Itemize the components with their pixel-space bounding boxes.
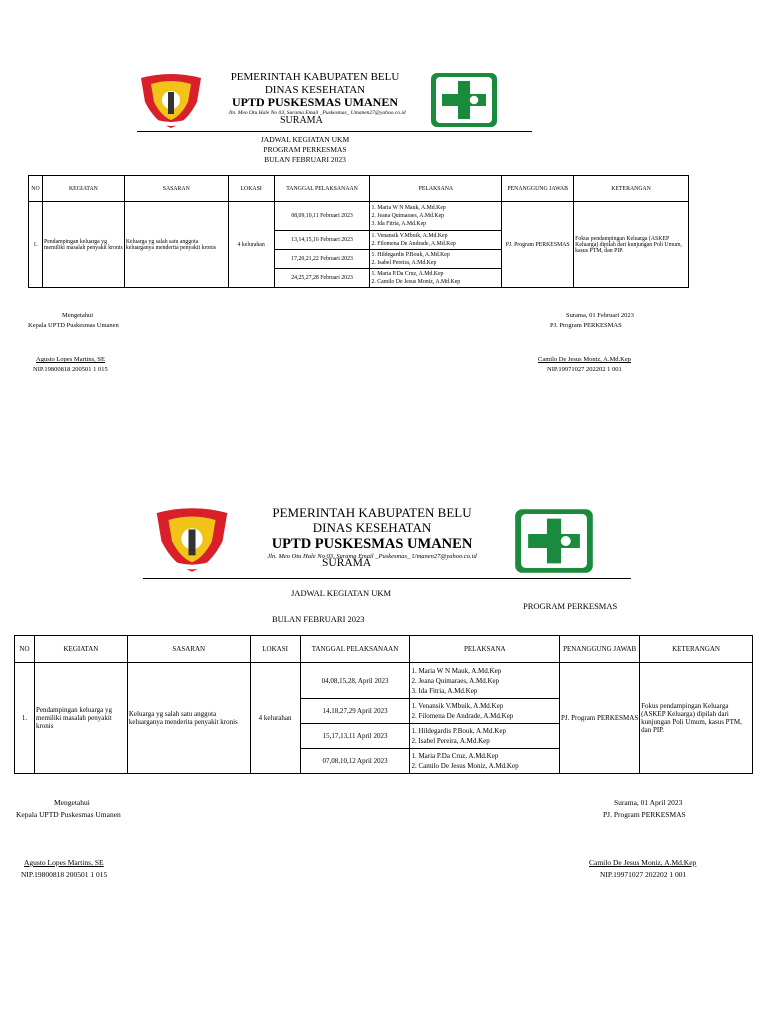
sign-left-label2: Kepala UPTD Puskesmas Umanen [16, 810, 121, 819]
sign-right-label1: Surama, 01 Februari 2023 [566, 312, 634, 319]
schedule-title [230, 135, 380, 165]
belu-emblem-icon [137, 72, 205, 130]
pelaksana-name: 2. Isabel Pereira, A.Md.Kep [411, 737, 490, 745]
letterhead-city: SURAMA [322, 557, 372, 569]
col-header-lokasi: LOKASI [228, 176, 274, 202]
sign-left-nip: NIP.19800818 200501 1 015 [21, 870, 108, 879]
col-header-no: NO [15, 636, 35, 663]
cell-sasaran: Keluarga yg salah satu anggota keluarganya menderita penyakit kronis [124, 202, 228, 288]
cell-no: 1. [29, 202, 43, 288]
letterhead-address: Jln. Meo Otu Hale No 03, Surama Email _Puskesmas_ Umanen27@yahoo.co.id [267, 552, 477, 560]
col-header-pelaksana: PELAKSANA [370, 176, 502, 202]
cell-pelaksana-2 [410, 699, 560, 724]
table-row [15, 663, 753, 699]
letterhead [238, 506, 506, 560]
puskesmas-cross-icon [430, 72, 498, 128]
cell-date-2: 14,18,27,29 April 2023 [300, 699, 410, 724]
sign-left-name: Agusto Lopes Martins, SE [36, 356, 105, 363]
cell-kegiatan: Pendampingan keluarga yg memiliki masalah penyakit kronis [34, 663, 127, 774]
title-line-2: PROGRAM PERKESMAS [263, 145, 347, 154]
cell-pelaksana-1 [370, 202, 502, 231]
table-row [29, 202, 689, 231]
sign-right-label2: PJ. Program PERKESMAS [550, 322, 622, 329]
cell-date-1: 04,08,15,28, April 2023 [300, 663, 410, 699]
letterhead-line1: PEMERINTAH KABUPATEN BELU [272, 505, 472, 520]
col-header-pelaksana: PELAKSANA [410, 636, 560, 663]
col-header-keterangan: KETERANGAN [574, 176, 689, 202]
col-header-sasaran: SASARAN [127, 636, 250, 663]
cell-date-4: 07,08,10,12 April 2023 [300, 749, 410, 774]
puskesmas-cross-icon [514, 506, 594, 576]
title-line-1: JADWAL KEGIATAN UKM [260, 135, 350, 144]
pelaksana-name: 1. Maria W N Mauk, A.Md.Kep [411, 666, 502, 675]
pelaksana-name: 2. Jeana Quimaraes, A.Md.Kep [411, 676, 500, 685]
pelaksana-name: 2. Isabel Pereira, A.Md.Kep [371, 260, 437, 266]
cell-date-3: 17,20,21,22 Februari 2023 [274, 250, 370, 269]
pelaksana-name: 2. Camilo De Jesus Moniz, A.Md.Kep [411, 762, 519, 770]
cell-lokasi: 4 kelurahan [228, 202, 274, 288]
title-line-1: JADWAL KEGIATAN UKM [291, 588, 392, 598]
sign-left-label1: Mengetahui [54, 798, 90, 807]
sign-right-nip: NIP.19971027 202202 1 001 [600, 870, 687, 879]
letterhead-line3: UPTD PUSKESMAS UMANEN [231, 95, 398, 110]
cell-kegiatan: Pendampingan keluarga yg memiliki masalah penyakit kronis [42, 202, 124, 288]
pelaksana-name: 1. Venansik V.Mbuik, A.Md.Kep [371, 233, 448, 239]
cell-pelaksana-3 [370, 250, 502, 269]
cell-pelaksana-4 [370, 269, 502, 288]
cell-date-1: 08,09,10,11 Februari 2023 [274, 202, 370, 231]
letterhead [205, 71, 425, 116]
cell-penanggung-jawab: PJ. Program PERKESMAS [560, 663, 640, 774]
letterhead-address: Jln. Meo Otu Hale No 03, Surama Email _Puskesmas_ Umanen27@yahoo.co.id [228, 110, 406, 117]
col-header-penanggung-jawab: PENANGGUNG JAWAB [560, 636, 640, 663]
cell-pelaksana-3 [410, 724, 560, 749]
cell-keterangan: Fokus pendampingan Keluarga (ASKEP Keluarga) dipilah dari kunjungan Poli Umum, kasus PTM, dan PIP. [640, 663, 753, 774]
pelaksana-name: 1. Maria P.Da Cruz, A.Md.Kep [411, 752, 499, 760]
pelaksana-name: 1. Venansik V.Mbuik, A.Md.Kep [411, 702, 504, 710]
pelaksana-name: 3. Ida Fitria, A.Md.Kep [411, 686, 478, 695]
pelaksana-name: 3. Ida Fitria, A.Md.Kep [371, 221, 427, 227]
pelaksana-name: 1. Maria P.Da Cruz, A.Md.Kep [371, 271, 444, 277]
pelaksana-name: 1. Hildegardis P.Bouk, A.Md.Kep [371, 252, 450, 258]
title-line-3: BULAN FEBRUARI 2023 [264, 155, 346, 164]
col-header-sasaran: SASARAN [124, 176, 228, 202]
col-header-kegiatan: KEGIATAN [34, 636, 127, 663]
cell-lokasi: 4 kelurahan [250, 663, 300, 774]
sign-right-name: Camilo De Jesus Moniz, A.Md.Kep [538, 356, 631, 363]
cell-pelaksana-1 [410, 663, 560, 699]
pelaksana-name: 1. Hildegardis P.Bouk, A.Md.Kep [411, 727, 506, 735]
col-header-kegiatan: KEGIATAN [42, 176, 124, 202]
cell-penanggung-jawab: PJ. Program PERKESMAS [502, 202, 574, 288]
cell-pelaksana-4 [410, 749, 560, 774]
col-header-tanggal: TANGGAL PELAKSANAAN [300, 636, 410, 663]
pelaksana-name: 2. Filomena De Andrade, A.Md.Kep [371, 241, 456, 247]
letterhead-city: SURAMA [280, 115, 323, 126]
belu-emblem-icon [152, 505, 232, 575]
sign-left-name: Agusto Lopes Martins, SE [24, 858, 104, 867]
cell-date-2: 13,14,15,16 Februari 2023 [274, 231, 370, 250]
letterhead-rule [137, 131, 532, 132]
cell-date-4: 24,25,27,28 Februari 2023 [274, 269, 370, 288]
sign-right-name: Camilo De Jesus Moniz, A.Md.Kep [589, 858, 697, 867]
letterhead-line2: DINAS KESEHATAN [264, 83, 366, 96]
col-header-penanggung-jawab: PENANGGUNG JAWAB [502, 176, 574, 202]
col-header-lokasi: LOKASI [250, 636, 300, 663]
letterhead-line3: UPTD PUSKESMAS UMANEN [271, 535, 473, 552]
sign-right-nip: NIP.19971027 202202 1 001 [547, 366, 622, 373]
letterhead-line2: DINAS KESEHATAN [312, 519, 432, 535]
col-header-keterangan: KETERANGAN [640, 636, 753, 663]
title-line-2: PROGRAM PERKESMAS [523, 601, 618, 611]
schedule-table [28, 175, 689, 288]
sign-right-label2: PJ. Program PERKESMAS [603, 810, 686, 819]
pelaksana-name: 1. Maria W N Mauk, A.Md.Kep [371, 205, 446, 211]
sign-right-label1: Surama, 01 April 2023 [614, 798, 683, 807]
sign-left-nip: NIP.19800818 200501 1 015 [33, 366, 108, 373]
pelaksana-name: 2. Jeana Quimaraes, A.Md.Kep [371, 213, 445, 219]
pelaksana-name: 2. Filomena De Andrade, A.Md.Kep [411, 712, 514, 720]
pelaksana-name: 2. Camilo De Jesus Moniz, A.Md.Kep [371, 279, 461, 285]
col-header-tanggal: TANGGAL PELAKSANAAN [274, 176, 370, 202]
cell-pelaksana-2 [370, 231, 502, 250]
col-header-no: NO [29, 176, 43, 202]
sign-left-label1: Mengetahui [62, 312, 94, 319]
schedule-table [14, 635, 753, 774]
title-line-3: BULAN FEBRUARI 2023 [272, 614, 365, 624]
cell-keterangan: Fokus pendampingan Keluarga (ASKEP Keluarga) dipilah dari kunjungan Poli Umum, kasus PTM, dan PIP. [574, 202, 689, 288]
table-header-row [15, 636, 753, 663]
table-header-row [29, 176, 689, 202]
letterhead-rule [143, 578, 631, 579]
cell-date-3: 15,17,13,11 April 2023 [300, 724, 410, 749]
letterhead-line1: PEMERINTAH KABUPATEN BELU [230, 71, 400, 83]
cell-no: 1. [15, 663, 35, 774]
cell-sasaran: Keluarga yg salah satu anggota keluarganya menderita penyakit kronis [127, 663, 250, 774]
sign-left-label2: Kepala UPTD Puskesmas Umanen [28, 322, 119, 329]
